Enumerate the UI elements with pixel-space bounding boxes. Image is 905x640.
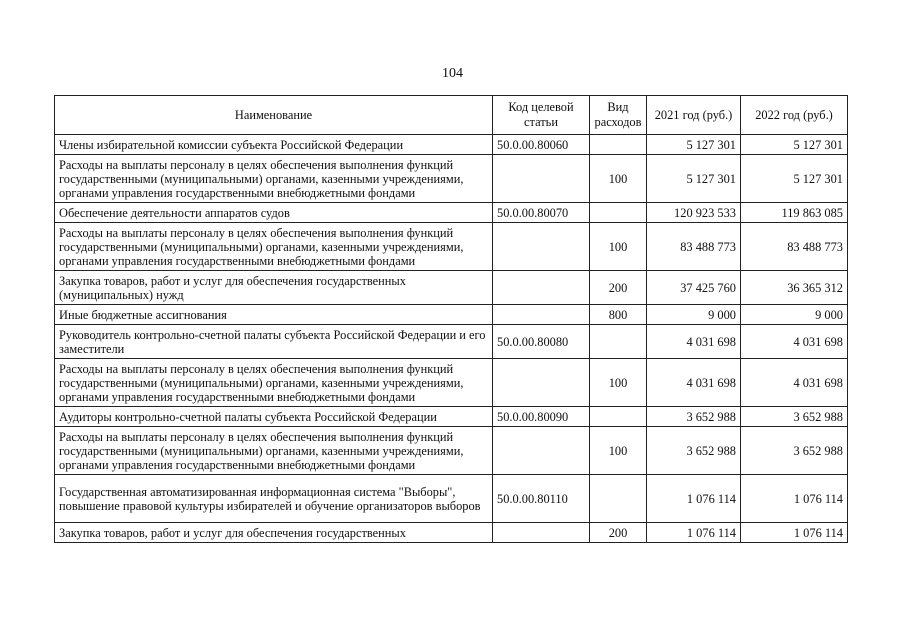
row-expense-type: 100 — [590, 223, 647, 271]
row-name: Расходы на выплаты персоналу в целях обеспечения выполнения функций государственными (муниципальными) органами, казенными учреждениями, органами управления государственными внебюджетными фондами — [55, 359, 493, 407]
row-amount-2021: 37 425 760 — [647, 271, 741, 305]
row-code — [493, 305, 590, 325]
row-amount-2022: 4 031 698 — [741, 359, 848, 407]
row-name: Руководитель контрольно-счетной палаты субъекта Российской Федерации и его заместители — [55, 325, 493, 359]
row-amount-2021: 4 031 698 — [647, 325, 741, 359]
row-expense-type — [590, 475, 647, 523]
header-code: Код целевой статьи — [493, 96, 590, 135]
table-row — [55, 305, 848, 325]
header-name: Наименование — [55, 96, 493, 135]
row-amount-2021: 9 000 — [647, 305, 741, 325]
row-code: 50.0.00.80070 — [493, 203, 590, 223]
row-code — [493, 359, 590, 407]
row-amount-2022: 1 076 114 — [741, 475, 848, 523]
row-name: Иные бюджетные ассигнования — [55, 305, 493, 325]
page-number: 104 — [442, 66, 463, 81]
row-amount-2021: 4 031 698 — [647, 359, 741, 407]
row-name: Члены избирательной комиссии субъекта Российской Федерации — [55, 135, 493, 155]
table-row — [55, 427, 848, 475]
row-amount-2022: 4 031 698 — [741, 325, 848, 359]
row-amount-2022: 1 076 114 — [741, 523, 848, 543]
row-name: Государственная автоматизированная информационная система "Выборы", повышение правовой культуры избирателей и обучение организаторов выборов — [55, 475, 493, 523]
row-code — [493, 155, 590, 203]
table-row — [55, 223, 848, 271]
row-amount-2021: 120 923 533 — [647, 203, 741, 223]
row-code: 50.0.00.80110 — [493, 475, 590, 523]
row-amount-2021: 3 652 988 — [647, 407, 741, 427]
row-amount-2021: 5 127 301 — [647, 135, 741, 155]
row-amount-2021: 5 127 301 — [647, 155, 741, 203]
row-amount-2022: 5 127 301 — [741, 135, 848, 155]
row-expense-type — [590, 407, 647, 427]
row-expense-type — [590, 325, 647, 359]
table-row — [55, 407, 848, 427]
row-amount-2022: 3 652 988 — [741, 427, 848, 475]
row-amount-2022: 36 365 312 — [741, 271, 848, 305]
row-expense-type: 200 — [590, 523, 647, 543]
table-row — [55, 203, 848, 223]
row-expense-type: 800 — [590, 305, 647, 325]
row-amount-2022: 83 488 773 — [741, 223, 848, 271]
row-name: Закупка товаров, работ и услуг для обеспечения государственных — [55, 523, 493, 543]
row-amount-2022: 3 652 988 — [741, 407, 848, 427]
row-name: Расходы на выплаты персоналу в целях обеспечения выполнения функций государственными (муниципальными) органами, казенными учреждениями, органами управления государственными внебюджетными фондами — [55, 155, 493, 203]
row-code: 50.0.00.80080 — [493, 325, 590, 359]
row-expense-type: 100 — [590, 359, 647, 407]
header-2022: 2022 год (руб.) — [741, 96, 848, 135]
row-amount-2021: 1 076 114 — [647, 523, 741, 543]
table-row — [55, 523, 848, 543]
row-amount-2021: 1 076 114 — [647, 475, 741, 523]
row-amount-2022: 5 127 301 — [741, 155, 848, 203]
row-amount-2021: 83 488 773 — [647, 223, 741, 271]
row-code — [493, 223, 590, 271]
table-row — [55, 271, 848, 305]
table-row — [55, 155, 848, 203]
row-name: Расходы на выплаты персоналу в целях обеспечения выполнения функций государственными (муниципальными) органами, казенными учреждениями, органами управления государственными внебюджетными фондами — [55, 427, 493, 475]
row-code — [493, 271, 590, 305]
row-code — [493, 427, 590, 475]
row-name: Аудиторы контрольно-счетной палаты субъекта Российской Федерации — [55, 407, 493, 427]
row-code: 50.0.00.80060 — [493, 135, 590, 155]
row-code: 50.0.00.80090 — [493, 407, 590, 427]
header-expense-type: Вид расходов — [590, 96, 647, 135]
table-row — [55, 475, 848, 523]
row-expense-type: 200 — [590, 271, 647, 305]
header-2021: 2021 год (руб.) — [647, 96, 741, 135]
row-amount-2022: 9 000 — [741, 305, 848, 325]
row-expense-type: 100 — [590, 427, 647, 475]
row-name: Расходы на выплаты персоналу в целях обеспечения выполнения функций государственными (муниципальными) органами, казенными учреждениями, органами управления государственными внебюджетными фондами — [55, 223, 493, 271]
row-expense-type — [590, 203, 647, 223]
row-amount-2022: 119 863 085 — [741, 203, 848, 223]
table-header-row — [55, 96, 848, 135]
row-code — [493, 523, 590, 543]
row-name: Обеспечение деятельности аппаратов судов — [55, 203, 493, 223]
row-amount-2021: 3 652 988 — [647, 427, 741, 475]
table-row — [55, 135, 848, 155]
row-expense-type: 100 — [590, 155, 647, 203]
row-expense-type — [590, 135, 647, 155]
row-name: Закупка товаров, работ и услуг для обеспечения государственных (муниципальных) нужд — [55, 271, 493, 305]
table-row — [55, 325, 848, 359]
table-row — [55, 359, 848, 407]
budget-table — [54, 95, 848, 543]
